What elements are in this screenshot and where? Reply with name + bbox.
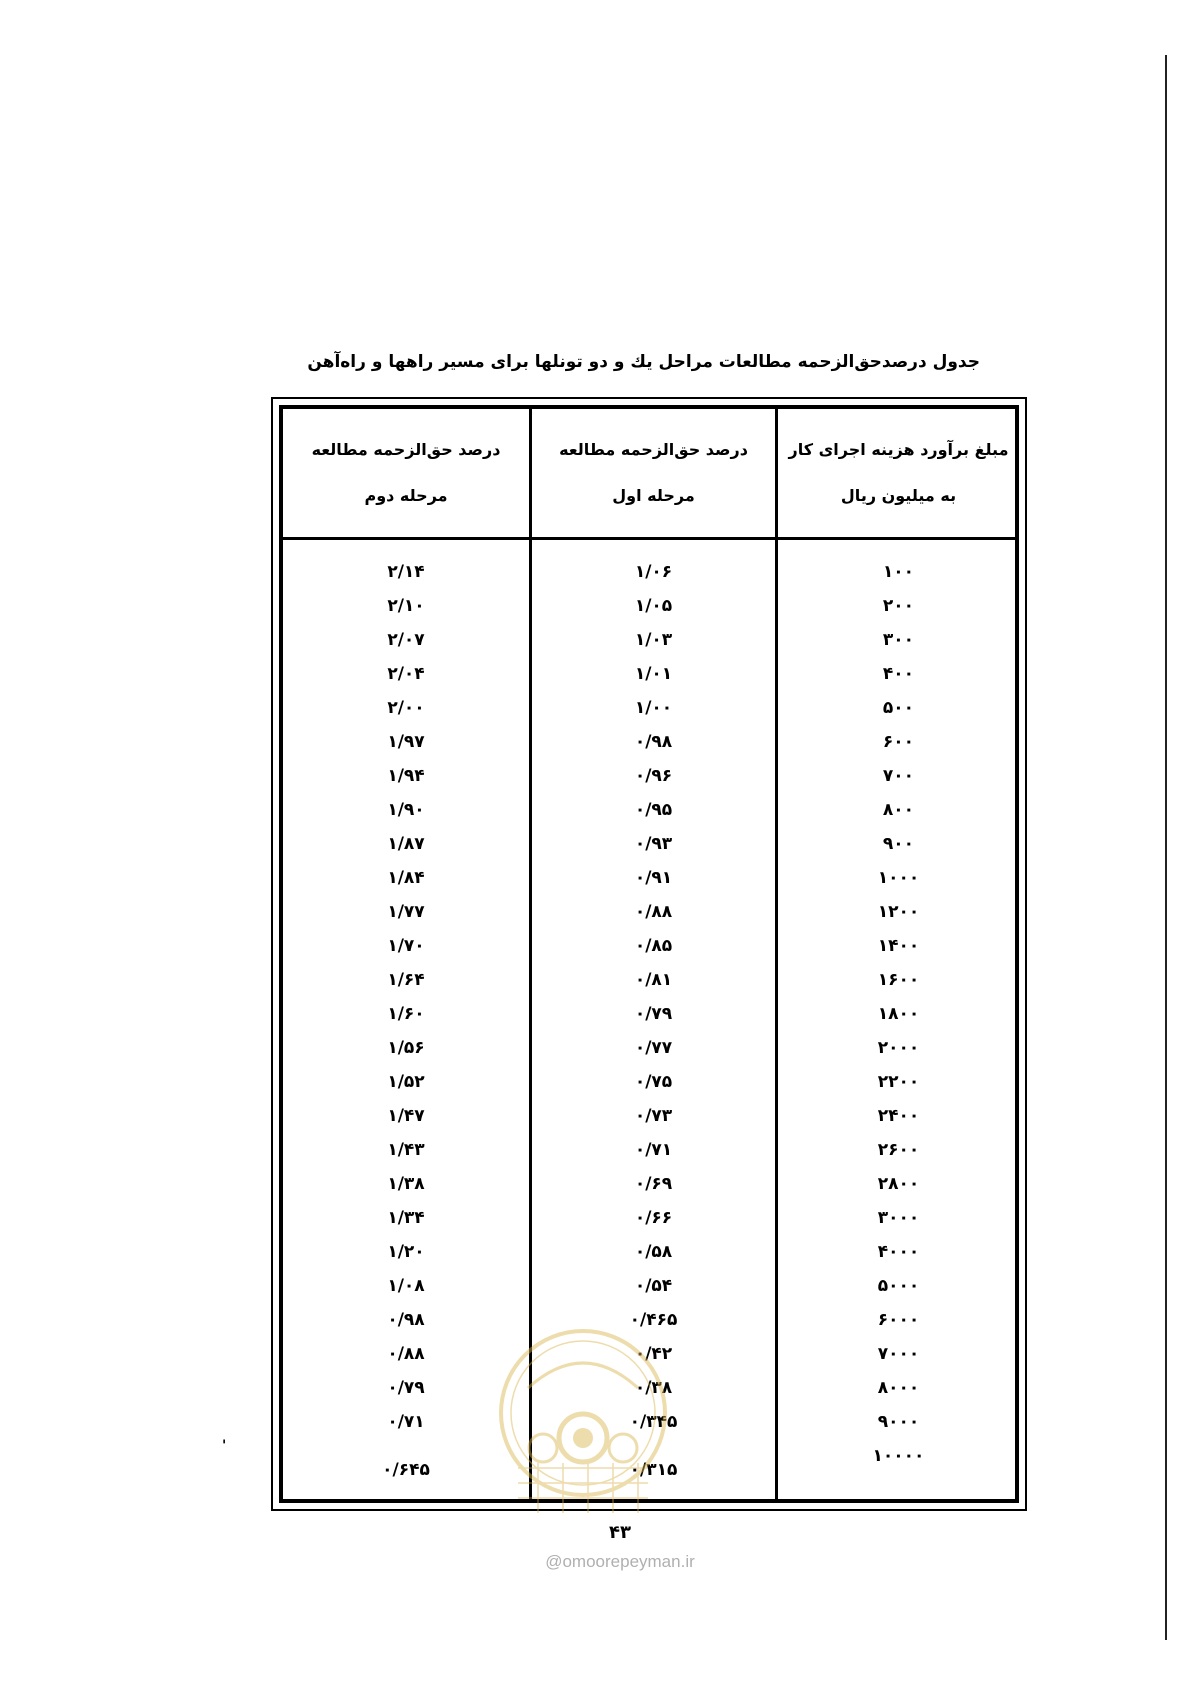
cell-stage2: ۱/۳۸ xyxy=(387,1174,425,1194)
table-row xyxy=(283,1065,1015,1099)
cell-amount: ۹۰۰ xyxy=(882,834,915,854)
cell-stage2: ۱/۸۷ xyxy=(387,834,425,854)
cell-amount: ۶۰۰۰ xyxy=(877,1310,920,1330)
cell-amount: ۸۰۰ xyxy=(882,800,915,820)
cell-stage1: ۰/۹۱ xyxy=(634,868,673,888)
table-row xyxy=(283,657,1015,691)
cell-stage2: ۱/۹۷ xyxy=(387,732,425,752)
cell-stage2: ۱/۴۳ xyxy=(387,1140,425,1160)
cell-amount: ۹۰۰۰ xyxy=(877,1412,920,1432)
header-stage2 xyxy=(283,409,529,537)
cell-stage1: ۰/۹۸ xyxy=(634,732,673,752)
cell-stage1: ۰/۸۱ xyxy=(634,970,673,990)
table-row xyxy=(283,1133,1015,1167)
cell-amount: ۴۰۰ xyxy=(882,664,915,684)
cell-stage2: ۲/۱۰ xyxy=(387,596,425,616)
cell-amount: ۲۶۰۰ xyxy=(877,1140,920,1160)
cell-stage2: ۰/۷۱ xyxy=(387,1412,425,1432)
cell-stage1: ۱/۰۱ xyxy=(634,664,673,684)
cell-stage1: ۰/۹۵ xyxy=(634,800,673,820)
cell-amount: ۱۸۰۰ xyxy=(877,1004,920,1024)
cell-stage2: ۲/۰۴ xyxy=(387,664,425,684)
table-row xyxy=(283,589,1015,623)
cell-stage1: ۰/۸۸ xyxy=(634,902,673,922)
cell-stage1: ۰/۷۳ xyxy=(634,1106,673,1126)
cell-stage2: ۱/۷۰ xyxy=(387,936,425,956)
cell-stage2: ۲/۱۴ xyxy=(387,562,425,582)
watermark-seal-icon xyxy=(498,1318,668,1548)
cell-stage2: ۰/۹۸ xyxy=(387,1310,425,1330)
table-row xyxy=(283,1031,1015,1065)
table-row xyxy=(283,623,1015,657)
cell-stage1: ۱/۰۳ xyxy=(634,630,673,650)
header-stage1-line1: درصد حق‌الزحمه مطالعه xyxy=(559,440,748,459)
header-amount-line2: به میلیون ریال xyxy=(840,486,957,505)
cell-stage2: ۰/۷۹ xyxy=(387,1378,425,1398)
right-margin-rule xyxy=(1165,55,1167,1640)
header-stage1 xyxy=(532,409,775,537)
table-row xyxy=(283,1201,1015,1235)
table-row xyxy=(283,895,1015,929)
cell-stage1: ۰/۴۲ xyxy=(634,1344,673,1364)
table-row xyxy=(283,1235,1015,1269)
cell-stage1: ۰/۳۱۵ xyxy=(629,1460,678,1480)
cell-stage1: ۰/۷۱ xyxy=(634,1140,673,1160)
cell-amount: ۷۰۰ xyxy=(882,766,915,786)
header-stage2-line1: درصد حق‌الزحمه مطالعه xyxy=(311,440,501,459)
cell-amount: ۱۴۰۰ xyxy=(877,936,920,956)
header-stage2-line2: مرحله دوم xyxy=(364,486,448,505)
cell-amount: ۳۰۰۰ xyxy=(877,1208,920,1228)
cell-amount: ۷۰۰۰ xyxy=(877,1344,920,1364)
cell-stage1: ۰/۵۴ xyxy=(634,1276,673,1296)
table-row xyxy=(283,997,1015,1031)
cell-stage2: ۱/۰۸ xyxy=(387,1276,425,1296)
table-caption: جدول درصدحق‌الزحمه مطالعات مراحل یك و دو تونلها برای مسیر راهها و راه‌آهن xyxy=(307,352,980,372)
table-row xyxy=(283,861,1015,895)
cell-stage2: ۱/۹۰ xyxy=(387,800,425,820)
cell-amount: ۳۰۰ xyxy=(882,630,915,650)
cell-stage2: ۱/۲۰ xyxy=(387,1242,425,1262)
cell-stage2: ۰/۸۸ xyxy=(387,1344,425,1364)
cell-stage1: ۰/۹۳ xyxy=(634,834,673,854)
header-stage1-line2: مرحله اول xyxy=(612,486,695,505)
cell-amount: ۱۲۰۰ xyxy=(877,902,920,922)
cell-stage2: ۱/۹۴ xyxy=(387,766,425,786)
table-row xyxy=(283,725,1015,759)
cell-amount: ۵۰۰۰ xyxy=(877,1276,920,1296)
cell-amount: ۱۶۰۰ xyxy=(877,970,920,990)
cell-stage1: ۱/۰۶ xyxy=(634,562,673,582)
cell-amount: ۶۰۰ xyxy=(882,732,915,752)
table-row xyxy=(283,929,1015,963)
page-number: ۴۳ xyxy=(609,1522,631,1543)
cell-stage1: ۰/۶۹ xyxy=(634,1174,673,1194)
cell-stage1: ۰/۷۹ xyxy=(634,1004,673,1024)
cell-amount: ۴۰۰۰ xyxy=(877,1242,920,1262)
cell-stage2: ۱/۶۴ xyxy=(387,970,425,990)
cell-stage1: ۰/۶۶ xyxy=(634,1208,673,1228)
table-row xyxy=(283,1167,1015,1201)
cell-stage1: ۱/۰۵ xyxy=(634,596,673,616)
cell-stage1: ۰/۷۷ xyxy=(634,1038,673,1058)
cell-amount: ۸۰۰۰ xyxy=(877,1378,920,1398)
cell-stage2: ۲/۰۷ xyxy=(387,630,425,650)
cell-stage2: ۰/۶۴۵ xyxy=(382,1460,430,1480)
cell-amount: ۱۰۰ xyxy=(882,562,915,582)
cell-stage1: ۰/۹۶ xyxy=(634,766,673,786)
table-row xyxy=(283,963,1015,997)
cell-amount: ۱۰۰۰ xyxy=(877,868,920,888)
cell-stage1: ۰/۵۸ xyxy=(634,1242,673,1262)
table-row xyxy=(283,555,1015,589)
watermark-site: @omoorepeyman.ir xyxy=(545,1552,695,1571)
header-divider xyxy=(283,537,1015,540)
cell-stage1: ۰/۳۴۵ xyxy=(629,1412,678,1432)
header-amount xyxy=(778,409,1019,537)
stray-mark: ' xyxy=(222,1438,227,1454)
cell-stage1: ۰/۷۵ xyxy=(634,1072,673,1092)
cell-stage2: ۱/۷۷ xyxy=(387,902,425,922)
cell-stage2: ۲/۰۰ xyxy=(387,698,425,718)
table-row xyxy=(283,1269,1015,1303)
cell-amount: ۱۰۰۰۰ xyxy=(872,1446,925,1466)
table-row xyxy=(283,759,1015,793)
cell-stage2: ۱/۶۰ xyxy=(387,1004,425,1024)
table-row xyxy=(283,827,1015,861)
cell-stage2: ۱/۴۷ xyxy=(387,1106,425,1126)
cell-amount: ۲۲۰۰ xyxy=(877,1072,920,1092)
table-row xyxy=(283,793,1015,827)
cell-stage1: ۰/۴۶۵ xyxy=(629,1310,678,1330)
table-row xyxy=(283,1099,1015,1133)
cell-stage2: ۱/۵۲ xyxy=(387,1072,425,1092)
cell-stage1: ۰/۳۸ xyxy=(634,1378,673,1398)
cell-amount: ۲۰۰ xyxy=(882,596,915,616)
cell-amount: ۵۰۰ xyxy=(882,698,915,718)
cell-amount: ۲۴۰۰ xyxy=(877,1106,920,1126)
cell-stage1: ۱/۰۰ xyxy=(634,698,673,718)
header-amount-line1: مبلغ برآورد هزینه اجرای کار xyxy=(788,440,1009,459)
cell-stage2: ۱/۸۴ xyxy=(387,868,425,888)
cell-amount: ۲۸۰۰ xyxy=(877,1174,920,1194)
cell-amount: ۲۰۰۰ xyxy=(877,1038,920,1058)
table-row xyxy=(283,691,1015,725)
cell-stage2: ۱/۵۶ xyxy=(387,1038,425,1058)
cell-stage1: ۰/۸۵ xyxy=(634,936,673,956)
cell-stage2: ۱/۳۴ xyxy=(387,1208,425,1228)
